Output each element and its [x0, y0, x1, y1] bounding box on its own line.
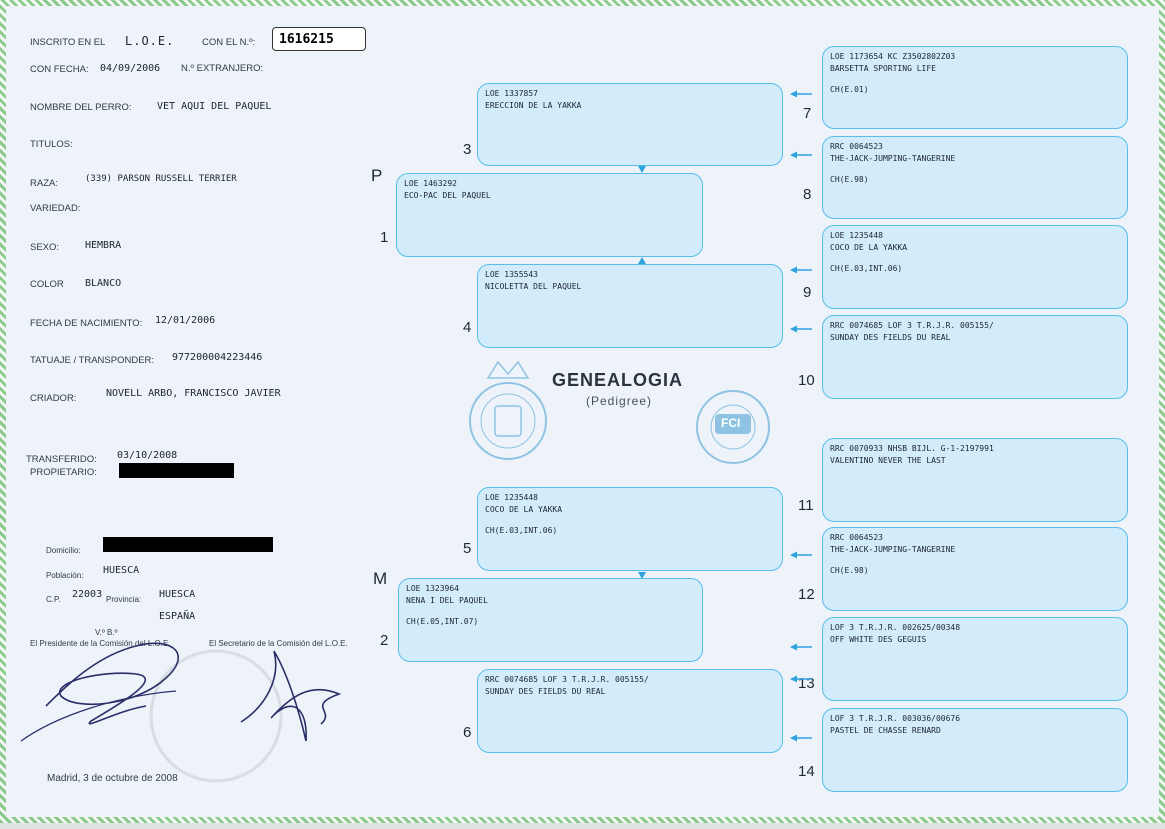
pedigree-box-line: LOE 1235448 — [830, 231, 883, 240]
cp-label: C.P. — [46, 595, 61, 604]
pedigree-box-line: NENA I DEL PAQUEL — [406, 595, 488, 605]
arrow-head — [790, 676, 797, 683]
pedigree-box-line: COCO DE LA YAKKA — [485, 504, 563, 514]
pedigree-box-line: CH(E.03,INT.06) — [830, 264, 903, 273]
pedigree-box-number: 9 — [803, 284, 812, 301]
propietario-label: PROPIETARIO: — [30, 467, 97, 478]
inscrito-label: INSCRITO EN EL — [30, 37, 106, 48]
tatuaje-label: TATUAJE / TRANSPONDER: — [30, 355, 155, 366]
fecha-value: 04/09/2006 — [100, 63, 161, 74]
pedigree-box-line: CH(E.01) — [830, 85, 869, 94]
pedigree-box-number: 12 — [798, 586, 815, 603]
pedigree-box-line: LOE 1463292 — [404, 179, 457, 188]
pedigree-box-number: 1 — [380, 229, 389, 246]
mother-marker: M — [373, 569, 388, 588]
pedigree-box-line: RRC 0064523 — [830, 142, 883, 151]
pedigree-box-line: SUNDAY DES FIELDS DU REAL — [830, 332, 951, 342]
tatuaje-value: 977200004223446 — [172, 352, 263, 363]
pedigree-box-number: 6 — [463, 724, 472, 741]
pedigree-box-number: 4 — [463, 319, 472, 336]
color-label: COLOR — [30, 279, 64, 290]
pedigree-box-line: BARSETTA SPORTING LIFE — [830, 63, 936, 73]
fecha-label: CON FECHA: — [30, 64, 89, 75]
raza-label: RAZA: — [30, 178, 58, 189]
provincia-value: HUESCA — [159, 589, 196, 600]
pedigree-box-line: CH(E.98) — [830, 566, 869, 575]
pedigree-box-line: ERECCION DE LA YAKKA — [485, 100, 582, 110]
criador-label: CRIADOR: — [30, 393, 77, 404]
pedigree-box-line: OFF WHITE DES GEGUIS — [830, 634, 927, 644]
arrow-head — [790, 644, 797, 651]
transferido-label: TRANSFERIDO: — [26, 454, 97, 465]
pedigree-box-line: THE-JACK-JUMPING-TANGERINE — [830, 544, 956, 554]
sexo-label: SEXO: — [30, 242, 60, 253]
pedigree-box-number: 10 — [798, 372, 815, 389]
pedigree-box-line: LOE 1173654 KC Z3502802Z03 — [830, 52, 956, 61]
arrow-head — [790, 326, 797, 333]
pedigree-box-line: LOE 1235448 — [485, 493, 538, 502]
pedigree-box-number: 14 — [798, 763, 815, 780]
nombre-label: NOMBRE DEL PERRO: — [30, 102, 132, 113]
pedigree-box-number: 3 — [463, 141, 472, 158]
nacimiento-value: 12/01/2006 — [155, 315, 216, 326]
cp-value: 22003 — [72, 589, 103, 600]
arrow-head — [790, 735, 797, 742]
pedigree-box-line: RRC 0070933 NHSB BIJL. G-1-2197991 — [830, 444, 994, 453]
pedigree-box-line: RRC 0064523 — [830, 533, 883, 542]
arrow-head — [790, 91, 797, 98]
pedigree-box-line: ECO-PAC DEL PAQUEL — [404, 190, 491, 200]
sexo-value: HEMBRA — [85, 240, 122, 251]
pedigree-box-line: SUNDAY DES FIELDS DU REAL — [485, 686, 606, 696]
pedigree-box-line: NICOLETTA DEL PAQUEL — [485, 281, 582, 291]
extranjero-label: N.º EXTRANJERO: — [181, 63, 264, 74]
father-marker: P — [371, 166, 383, 185]
pedigree-arrows — [6, 6, 1165, 829]
pedigree-box-line: PASTEL DE CHASSE RENARD — [830, 725, 941, 735]
pedigree-subtitle: (Pedigree) — [586, 394, 653, 408]
color-value: BLANCO — [85, 278, 122, 289]
pedigree-box-line: RRC 0074685 LOF 3 T.R.J.R. 005155/ — [830, 321, 994, 330]
pedigree-box-number: 2 — [380, 632, 389, 649]
nombre-value: VET AQUI DEL PAQUEL — [157, 101, 272, 112]
pedigree-box-line: LOF 3 T.R.J.R. 003036/00676 — [830, 714, 961, 723]
arrow-head — [790, 267, 797, 274]
titulos-label: TITULOS: — [30, 139, 73, 150]
pedigree-box-line: LOE 1337857 — [485, 89, 538, 98]
arrow-head — [790, 152, 797, 159]
pedigree-box-line: VALENTINO NEVER THE LAST — [830, 455, 946, 465]
secretario-label: El Secretario de la Comisión del L.O.E. — [209, 639, 348, 648]
fci-logo-text: FCI — [721, 416, 741, 430]
registration-number: 1616215 — [272, 27, 366, 51]
pedigree-box-number: 8 — [803, 186, 812, 203]
numero-label: CON EL N.º: — [202, 37, 256, 48]
presidente-label: El Presidente de la Comisión del L.O.E. — [30, 639, 171, 648]
connector-arrow — [638, 257, 646, 264]
pedigree-box-line: LOE 1355543 — [485, 270, 538, 279]
provincia-label: Provincia: — [106, 595, 142, 604]
pedigree-box-number: 7 — [803, 105, 812, 122]
pedigree-box-number: 5 — [463, 540, 472, 557]
transferido-value: 03/10/2008 — [117, 450, 178, 461]
pedigree-box-line: LOF 3 T.R.J.R. 002625/00348 — [830, 623, 961, 632]
pedigree-box-line: LOE 1323964 — [406, 584, 459, 593]
criador-value: NOVELL ARBO, FRANCISCO JAVIER — [106, 388, 281, 399]
pedigree-box-line: THE-JACK-JUMPING-TANGERINE — [830, 153, 956, 163]
pedigree-title: GENEALOGIA — [552, 370, 684, 390]
pais-value: ESPAÑA — [159, 611, 196, 622]
inscrito-value: L.O.E. — [125, 34, 175, 48]
pedigree-box-line: CH(E.05,INT.07) — [406, 617, 479, 626]
connector-arrow — [638, 572, 646, 579]
pedigree-box-number: 11 — [798, 497, 814, 514]
poblacion-label: Población: — [46, 571, 84, 580]
variedad-label: VARIEDAD: — [30, 203, 81, 214]
pedigree-box-line: RRC 0074685 LOF 3 T.R.J.R. 005155/ — [485, 675, 649, 684]
domicilio-label: Domicilio: — [46, 546, 81, 555]
connector-arrow — [638, 166, 646, 173]
nacimiento-label: FECHA DE NACIMIENTO: — [30, 318, 143, 329]
poblacion-value: HUESCA — [103, 565, 140, 576]
pedigree-box-line: CH(E.98) — [830, 175, 869, 184]
arrow-head — [790, 552, 797, 559]
raza-value: (339) PARSON RUSSELL TERRIER — [85, 174, 237, 184]
pedigree-box-line: COCO DE LA YAKKA — [830, 242, 908, 252]
pedigree-box-line: CH(E.03,INT.06) — [485, 526, 558, 535]
lugar-fecha: Madrid, 3 de octubre de 2008 — [47, 773, 178, 784]
vobo-label: V.º B.º — [95, 628, 118, 637]
pedigree-box-number: 13 — [798, 675, 815, 692]
